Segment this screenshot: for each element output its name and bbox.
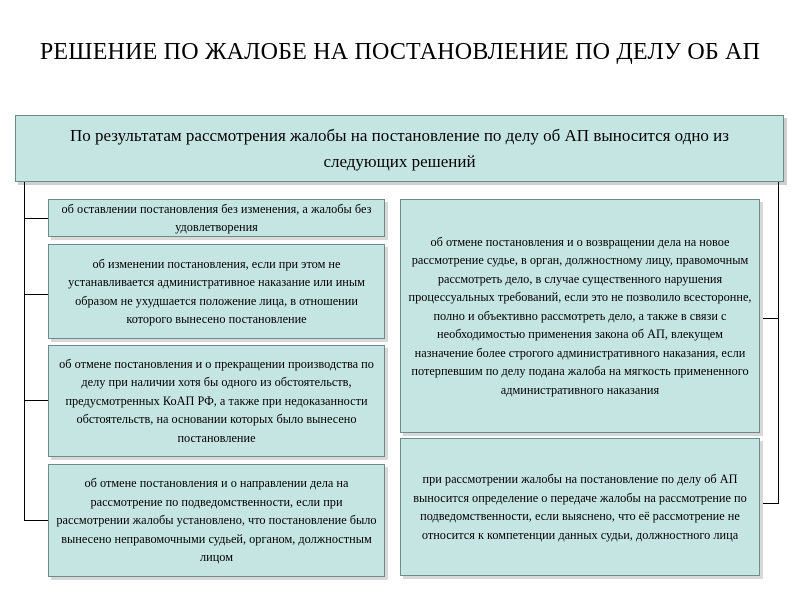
left-connector-4 — [24, 520, 48, 521]
right-connector-1 — [760, 318, 779, 319]
decision-box-transfer — [400, 438, 760, 576]
decision-box-redirect — [48, 464, 385, 577]
right-connector-2 — [760, 503, 779, 504]
decision-text: об отмене постановления и о направлении дела на рассмотрение по подведомственности, если при рассмотрении жалобы установлено, что постановление было вынесено неправомочными судьей, органом, должностным лицом — [56, 476, 377, 565]
decision-text: об изменении постановления, если при этом не устанавливается административное наказание или иным образом не ухудшается положение лица, в отношении которого вынесено постановление — [68, 256, 365, 326]
left-connector-2 — [24, 294, 48, 295]
left-connector-3 — [24, 400, 48, 401]
page-title: РЕШЕНИЕ ПО ЖАЛОБЕ НА ПОСТАНОВЛЕНИЕ ПО ДЕЛУ ОБ АП — [39, 39, 761, 65]
decision-text: об отмене постановления и о возвращении дела на новое рассмотрение судье, в орган, должностному лицу, правомочным рассмотреть дело, в случае существенного нарушения процессуальных требований, если это не позволило всесторонне, полно и объективно рассмотреть дело, а также в связи с необходимостью применения закона об АП, влекущем назначение более строгого административного наказания, если потерпевшим по делу подана жалоба на мягкость примененного административного наказания — [408, 234, 752, 397]
header-box — [15, 115, 784, 182]
decision-box-return — [400, 199, 760, 433]
decision-text: об отмене постановления и о прекращении производства по делу при наличии хотя бы одного из обстоятельств, предусмотренных КоАП РФ, а также при недоказанности обстоятельств, на основании которых было вынесено постановление — [59, 356, 374, 445]
decision-box-keep — [48, 199, 385, 237]
decision-box-terminate — [48, 345, 385, 457]
left-trunk-line — [24, 182, 25, 520]
header-text: По результатам рассмотрения жалобы на постановление по делу об АП выносится одно из следующих решений — [70, 125, 729, 171]
decision-box-modify — [48, 244, 385, 339]
decision-text: при рассмотрении жалобы на постановление по делу об АП выносится определение о передаче жалобы на рассмотрение по подведомственности, если выяснено, что её рассмотрение не относится к компетенции данных судьи, должностного лица — [413, 472, 747, 542]
left-connector-1 — [24, 218, 48, 219]
decision-text: об оставлении постановления без изменения, а жалобы без удовлетворения — [61, 201, 372, 234]
right-trunk-line — [778, 182, 779, 504]
